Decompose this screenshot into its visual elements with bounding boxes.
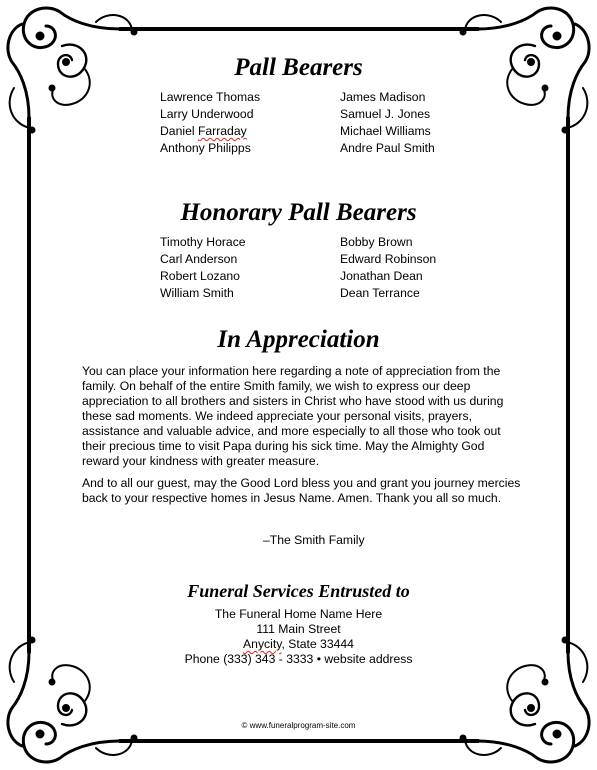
honorary-pall-bearers-heading: Honorary Pall Bearers bbox=[180, 199, 417, 226]
list-item: Michael Williams bbox=[340, 124, 431, 138]
list-item: James Madison bbox=[340, 90, 426, 104]
phone-website: Phone (333) 343 - 3333 • website address bbox=[184, 652, 413, 666]
name-last-spellcheck: Farraday bbox=[197, 124, 247, 138]
funeral-home-address bbox=[0, 607, 597, 667]
name-first: Daniel bbox=[160, 124, 198, 138]
list-item: Jonathan Dean bbox=[340, 269, 423, 283]
list-item: Samuel J. Jones bbox=[340, 107, 431, 121]
pall-bearers-left-list bbox=[160, 89, 260, 157]
list-item: Edward Robinson bbox=[340, 252, 437, 266]
list-item: Andre Paul Smith bbox=[340, 141, 435, 155]
pall-bearers-right-list bbox=[340, 89, 435, 157]
list-item: William Smith bbox=[160, 286, 234, 300]
list-item: Carl Anderson bbox=[160, 252, 238, 266]
list-item: Larry Underwood bbox=[160, 107, 254, 121]
city-name: Anycity bbox=[243, 637, 282, 651]
list-item bbox=[160, 123, 260, 140]
funeral-services-heading: Funeral Services Entrusted to bbox=[187, 581, 410, 601]
pall-bearers-heading: Pall Bearers bbox=[234, 54, 363, 81]
city-state-zip bbox=[0, 637, 597, 652]
copyright-footer: © www.funeralprogram-site.com bbox=[241, 721, 356, 730]
appreciation-paragraph-2: And to all our guest, may the Good Lord bless you and grant you journey mercies back to your respective homes in Jesus Name. Amen. Thank you all so much. bbox=[82, 476, 521, 505]
honorary-left-list bbox=[160, 234, 246, 302]
list-item: Lawrence Thomas bbox=[160, 90, 261, 104]
appreciation-paragraph-1: You can place your information here regarding a note of appreciation from the family. On behalf of the entire Smith family, we wish to express our deep appreciation to all brothers and sisters in Christ who have stood with us during these sad moments. We indeed appreciate your personal visits, prayers, assistance and valuable advice, and more especially to all those who took out their precious time to visit Papa during his sick time. May the Almighty God reward your kindness with greater measure. bbox=[82, 364, 504, 468]
list-item: Anthony Philipps bbox=[160, 141, 251, 155]
state-zip: , State 33444 bbox=[281, 637, 354, 651]
honorary-right-list bbox=[340, 234, 436, 302]
appreciation-heading: In Appreciation bbox=[217, 326, 380, 353]
funeral-home-name: The Funeral Home Name Here bbox=[214, 607, 383, 621]
street-address: 111 Main Street bbox=[256, 622, 341, 636]
list-item: Timothy Horace bbox=[160, 235, 246, 249]
list-item: Robert Lozano bbox=[160, 269, 240, 283]
list-item: Bobby Brown bbox=[340, 235, 413, 249]
list-item: Dean Terrance bbox=[340, 286, 420, 300]
family-signoff: –The Smith Family bbox=[263, 533, 365, 547]
